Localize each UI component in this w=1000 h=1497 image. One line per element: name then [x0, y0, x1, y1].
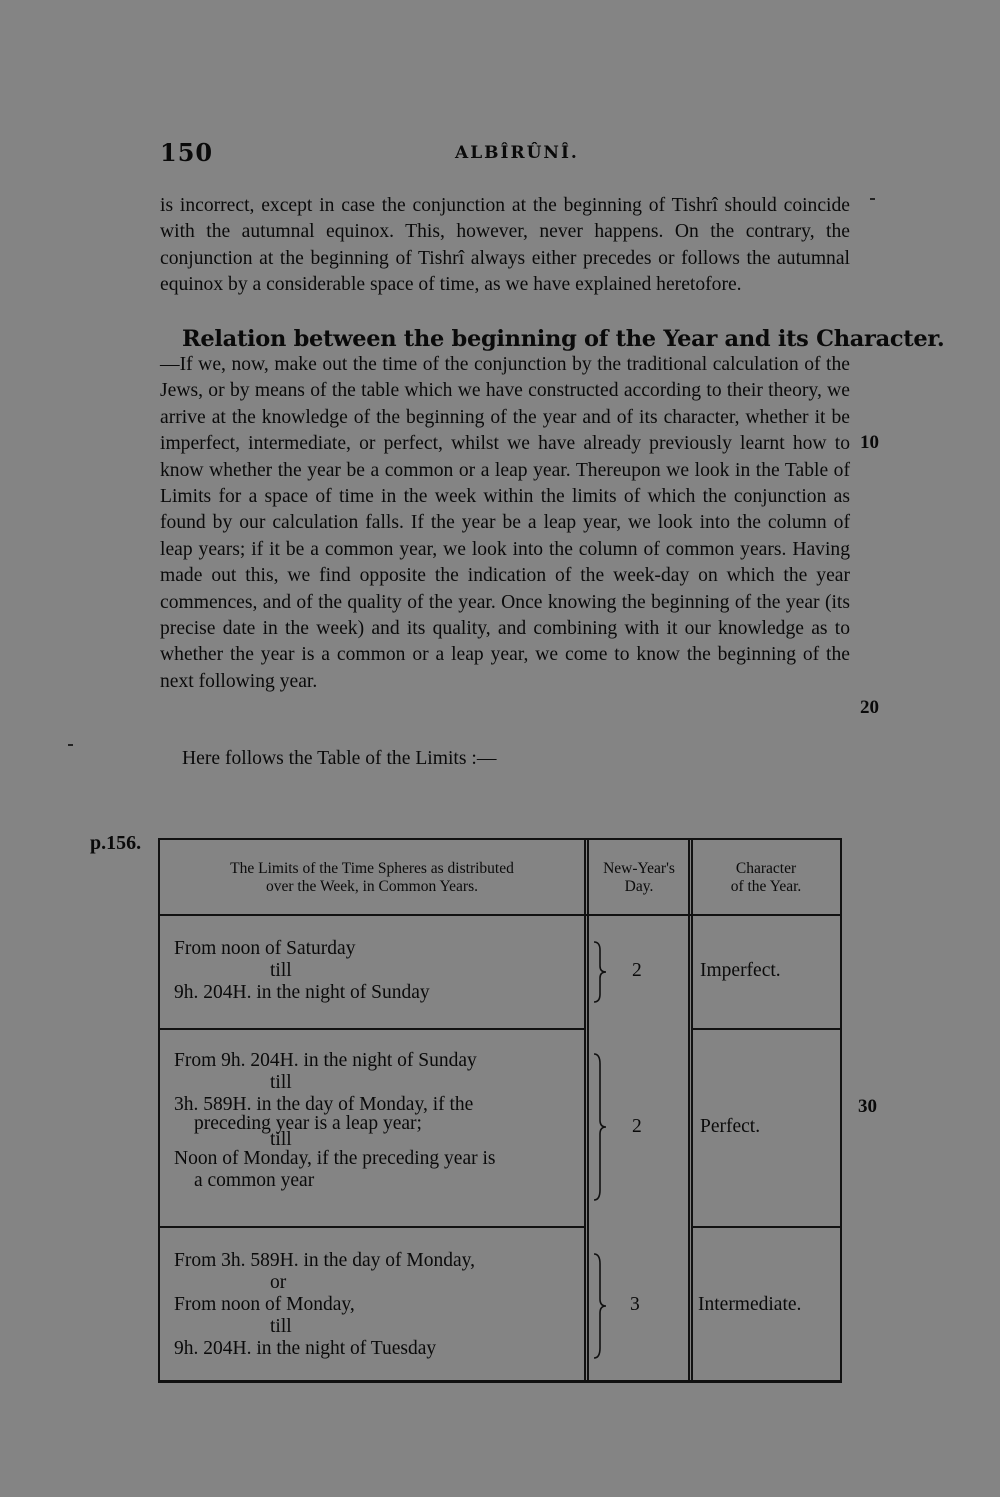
line-number-30: 30 [858, 1096, 877, 1117]
paragraph-1: is incorrect, except in case the conjunction at the beginning of Tishrî should coincide with the autumnal equinox. This, however, never happens. On the contrary, the conjunction at the beginning of Tishrî always either precedes or follows the autumnal equinox by a considerable space of time, as we have explained heretofore. [160, 195, 850, 296]
limit-line: 3h. 589H. in the day of Monday, if the [174, 1094, 474, 1115]
limit-line: 9h. 204H. in the night of Sunday [174, 982, 430, 1003]
header-line: New-Year's [603, 860, 675, 877]
row-1-limits [174, 938, 430, 1004]
header-line: of the Year. [730, 878, 802, 895]
table-column-rule [691, 840, 693, 1380]
limit-line: From 3h. 589H. in the day of Monday, [174, 1250, 475, 1271]
body-text-paragraph-2 [160, 352, 850, 695]
limit-line: till [270, 1316, 292, 1337]
margin-reference: p.156. [90, 832, 142, 854]
section-heading: Relation between the beginning of the Year and its Character. [182, 326, 945, 352]
header-line: The Limits of the Time Spheres as distributed [230, 860, 514, 877]
limit-line: preceding year is a leap year; [194, 1113, 422, 1134]
brace-icon [592, 1052, 614, 1202]
print-speck [68, 744, 73, 746]
table-column-rule [688, 840, 690, 1380]
limits-table [158, 838, 842, 1383]
limit-line: or [270, 1272, 287, 1293]
page-number: 150 [160, 138, 214, 167]
limit-line: Noon of Monday, if the preceding year is [174, 1148, 496, 1169]
row-rule [160, 1226, 584, 1228]
header-newyear [588, 860, 690, 896]
limit-line: 9h. 204H. in the night of Tuesday [174, 1338, 437, 1359]
brace-icon [592, 940, 614, 1004]
row-1-day: 2 [632, 960, 642, 981]
row-3-limits [174, 1250, 475, 1360]
print-speck [870, 198, 875, 200]
header-limits [160, 860, 584, 896]
header-rule [160, 914, 842, 916]
paragraph-2: —If we, now, make out the time of the conjunction by the traditional calculation of the Jews, or by means of the table which we have constructed according to their theory, we arrive at the knowledge of the beginning of the year and of its character, whether it be imperfect, intermediate, or perfect, whilst we have already previously learnt how to know whether the year be a common or a leap year. Thereupon we look in the Table of Limits for a space of time in the week within the limits of which the conjunction as found by our calculation falls. If the year be a leap year, we look into the column of leap years; if it be a common year, we look into the column of common years. Having made out this, we find opposite the indication of the week-day on which the year commences, and of the quality of the year. Once knowing the beginning of the year (its precise date in the week) and its quality, and combining with it our knowledge as to whether the year is a common or a leap year, we come to know the beginning of the next following year. [160, 354, 850, 692]
table-column-rule [840, 840, 842, 1380]
table-column-rule [587, 840, 589, 1380]
header-line: Character [735, 860, 797, 877]
limit-line: From noon of Monday, [174, 1294, 355, 1315]
table-intro: Here follows the Table of the Limits :— [182, 748, 497, 769]
row-rule [691, 1028, 840, 1030]
brace-icon [592, 1252, 614, 1360]
limit-line: till [270, 1072, 292, 1093]
header-line: Day. [624, 878, 654, 895]
limit-line: till [270, 960, 292, 981]
line-number-20: 20 [860, 697, 879, 718]
row-2-limits [174, 1050, 495, 1192]
row-3-day: 3 [630, 1294, 640, 1315]
limit-line: From 9h. 204H. in the night of Sunday [174, 1050, 477, 1071]
header-character [692, 860, 840, 896]
row-rule [160, 1028, 584, 1030]
header-line: over the Week, in Common Years. [266, 878, 478, 895]
table-column-rule [584, 840, 586, 1380]
limit-line: a common year [194, 1170, 315, 1191]
row-rule [691, 1226, 840, 1228]
limit-line: till [270, 1129, 292, 1150]
running-head: ALBÎRÛNÎ. [455, 143, 579, 163]
row-2-day: 2 [632, 1116, 642, 1137]
body-text-paragraph-1 [160, 193, 850, 299]
limit-line: From noon of Saturday [174, 938, 356, 959]
line-number-10: 10 [860, 432, 879, 453]
row-1-character: Imperfect. [700, 960, 781, 981]
row-3-character: Intermediate. [698, 1294, 802, 1315]
row-2-character: Perfect. [700, 1116, 761, 1137]
